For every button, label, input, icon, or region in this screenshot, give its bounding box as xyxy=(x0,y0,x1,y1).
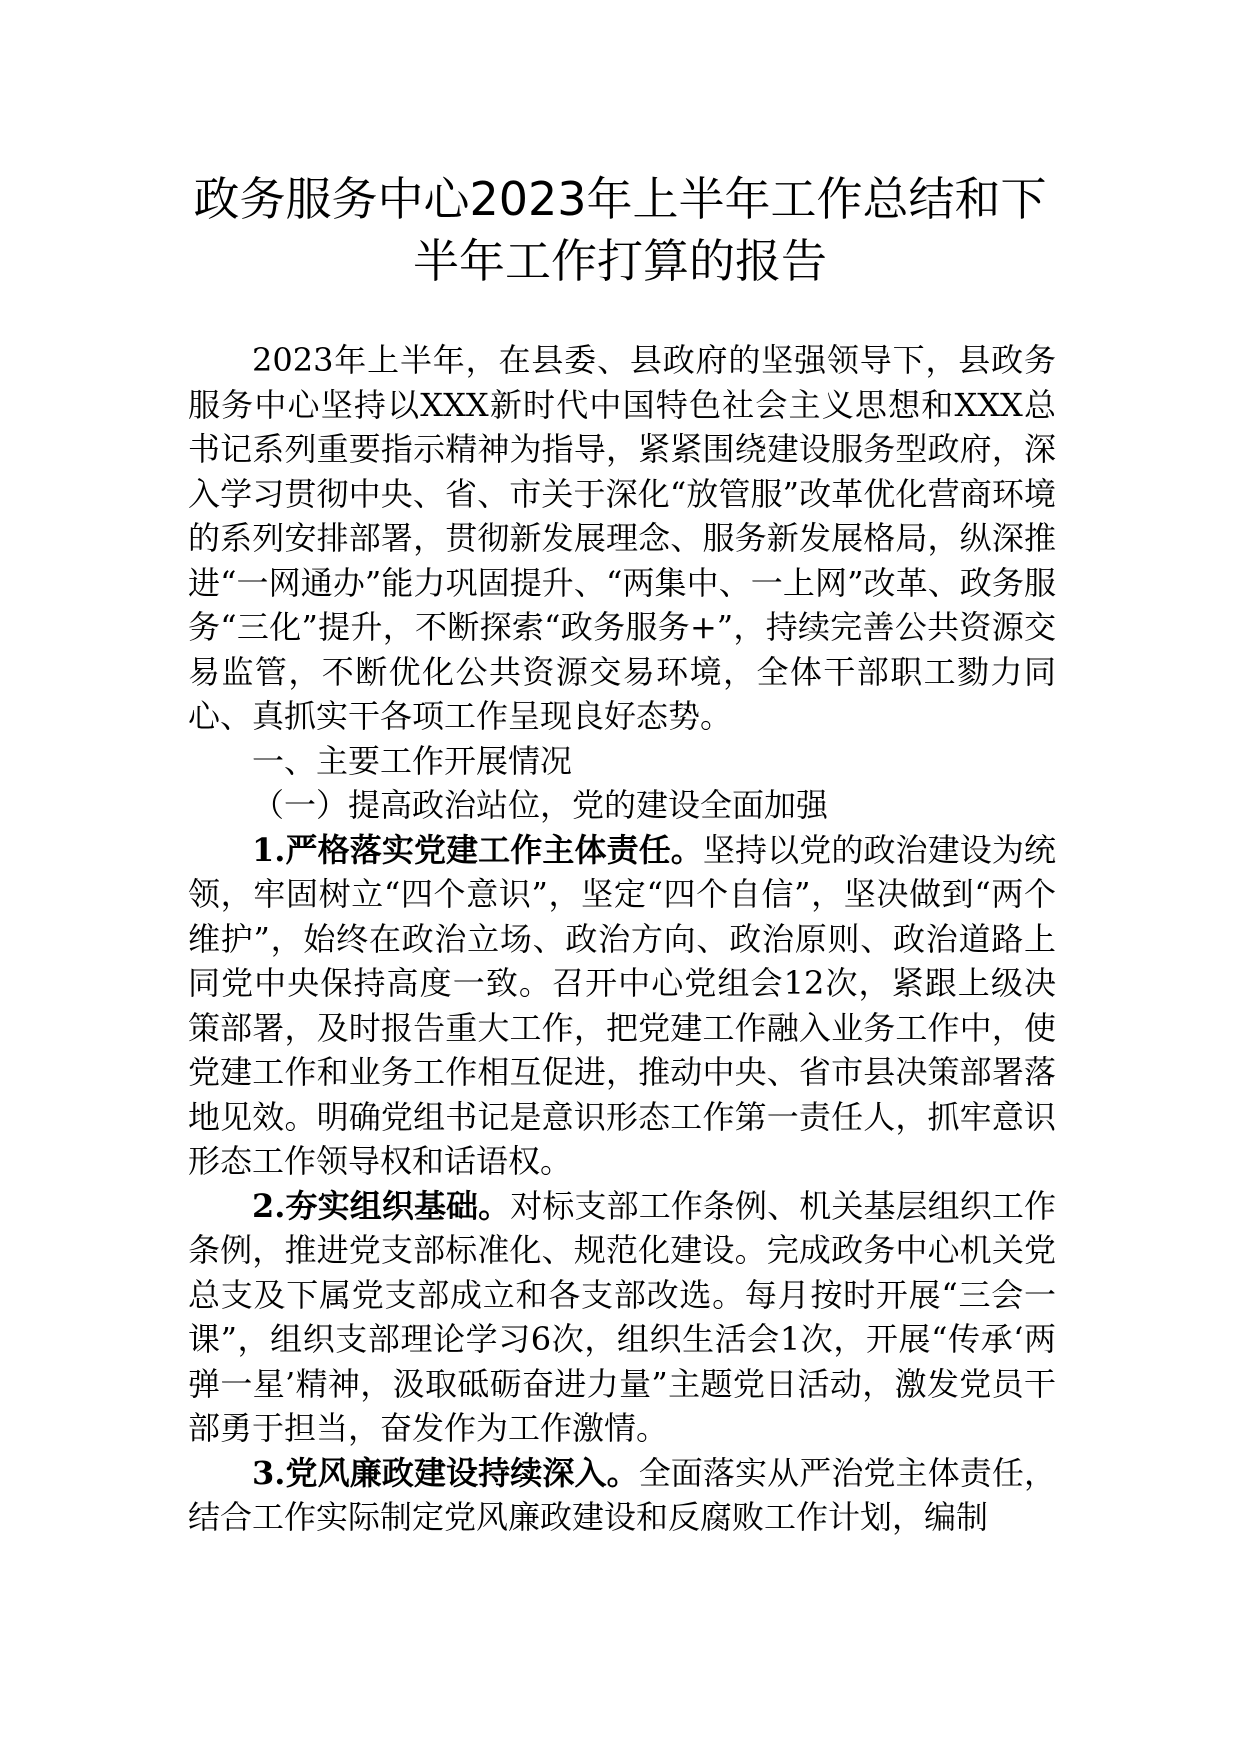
document-body xyxy=(188,338,1056,1540)
item-3-title: 3.党风廉政建设持续深入。 xyxy=(252,1453,639,1492)
item-2-paragraph xyxy=(188,1184,1056,1451)
item-3-text: 全面落实从严治党主体责任，结合工作实际制定党风廉政建设和反腐败工作计划，编制 xyxy=(188,1453,1056,1536)
document-title-line-2: 半年工作打算的报告 xyxy=(413,234,827,288)
item-1-paragraph xyxy=(188,828,1056,1184)
subsection-heading-1: （一）提高政治站位，党的建设全面加强 xyxy=(252,786,829,824)
document-title-line-1: 政务服务中心2023年上半年工作总结和下 xyxy=(193,172,1047,226)
item-2-text: 对标支部工作条例、机关基层组织工作条例，推进党支部标准化、规范化建设。完成政务中心机关党总支及下属党支部成立和各支部改选。每月按时开展“三会一课”，组织支部理论学习6次，组织生活会1次，开展“传承‘两弹一星’精神，汲取砥砺奋进力量”主题党日活动，激发党员干部勇于担当，奋发作为工作激情。 xyxy=(188,1186,1056,1447)
item-2-title: 2.夯实组织基础。 xyxy=(252,1186,511,1225)
intro-paragraph: 2023年上半年，在县委、县政府的坚强领导下，县政务服务中心坚持以XXX新时代中国特色社会主义思想和XXX总书记系列重要指示精神为指导，紧紧围绕建设服务型政府，深入学习贯彻中央、省、市关于深化“放管服”改革优化营商环境的系列安排部署，贯彻新发展理念、服务新发展格局，纵深推进“一网通办”能力巩固提升、“两集中、一上网”改革、政务服务“三化”提升，不断探索“政务服务+”，持续完善公共资源交易监管，不断优化公共资源交易环境，全体干部职工勠力同心、真抓实干各项工作呈现良好态势。 xyxy=(188,341,1056,735)
item-1-text: 坚持以党的政治建设为统领，牢固树立“四个意识”，坚定“四个自信”，坚决做到“两个维护”，始终在政治立场、政治方向、政治原则、政治道路上同党中央保持高度一致。召开中心党组会12次，紧跟上级决策部署，及时报告重大工作，把党建工作融入业务工作中，使党建工作和业务工作相互促进，推动中央、省市县决策部署落地见效。明确党组书记是意识形态工作第一责任人，抓牢意识形态工作领导权和话语权。 xyxy=(188,830,1056,1180)
item-3-paragraph xyxy=(188,1451,1056,1540)
item-1-title: 1.严格落实党建工作主体责任。 xyxy=(252,830,703,869)
section-heading-1: 一、主要工作开展情况 xyxy=(252,741,573,780)
